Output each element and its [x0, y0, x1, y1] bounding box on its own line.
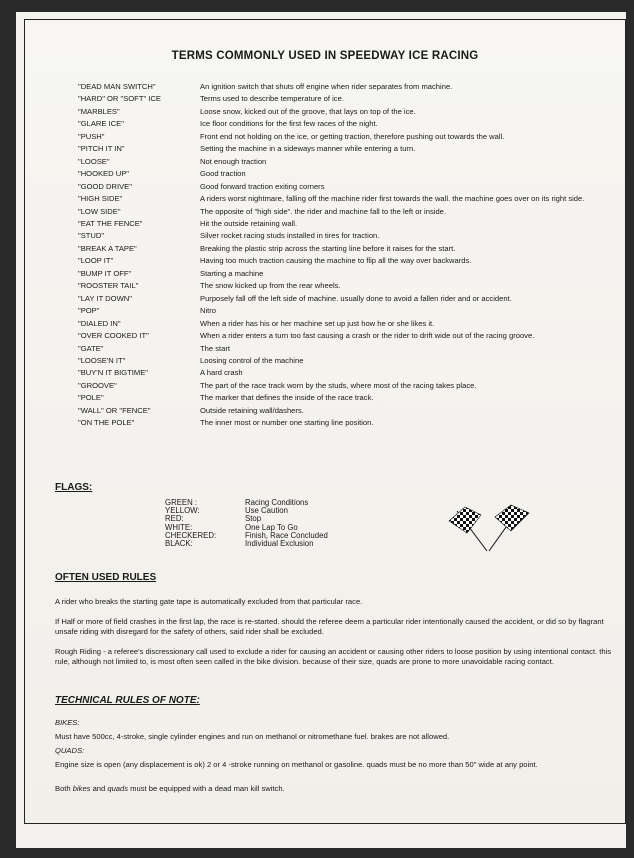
- term-definition: When a rider enters a turn too fast causing a crash or the rider to drift wide out of the racing groove.: [200, 331, 535, 341]
- term-name: "GOOD DRIVE": [78, 181, 132, 191]
- term-definition: Not enough traction: [200, 156, 267, 166]
- term-name: "PUSH": [78, 131, 105, 141]
- flag-row: [165, 540, 328, 548]
- page-title: TERMS COMMONLY USED IN SPEEDWAY ICE RACING: [171, 50, 479, 62]
- term-name: "BUMP IT OFF": [78, 268, 132, 278]
- term-definition: The marker that defines the inside of the race track.: [200, 393, 374, 403]
- term-definition: The start: [200, 343, 230, 353]
- flag-meaning: Finish, Race Concluded: [245, 530, 328, 540]
- flag-color: CHECKERED:: [165, 530, 217, 540]
- term-row: [78, 169, 608, 179]
- rule-paragraph: If Half or more of field crashes in the first lap, the race is re-started. should the referee deem a particular rider intentionally caused the accident, or did so by flagrant unsafe riding with disregard for the safety of others, said rider shall be excluded.: [55, 617, 604, 636]
- term-row: [78, 194, 608, 204]
- term-definition: When a rider has his or her machine set up just how he or she likes it.: [200, 318, 435, 328]
- term-row: [78, 269, 608, 279]
- term-definition: Having too much traction causing the machine to flip all the way over backwards.: [200, 256, 472, 266]
- term-name: "DIALED IN": [78, 318, 121, 328]
- flag-color: YELLOW:: [165, 506, 200, 516]
- term-row: [78, 368, 608, 378]
- flag-meaning: Individual Exclusion: [245, 539, 314, 549]
- term-name: "HOOKED UP": [78, 169, 129, 179]
- term-name: "DEAD MAN SWITCH": [78, 82, 156, 91]
- term-definition: Silver rocket racing studs installed in tires for traction.: [200, 231, 380, 241]
- flag-meaning: Use Caution: [245, 506, 288, 516]
- term-row: [78, 393, 608, 403]
- both-pre: Both: [55, 784, 73, 793]
- term-name: "HARD" OR "SOFT" ICE: [78, 94, 161, 104]
- bikes-text: Must have 500cc, 4-stroke, single cylinder engines and run on methanol or nitromethane fuel. brakes are not allowed.: [55, 732, 450, 741]
- term-row: [78, 319, 608, 329]
- term-definition: A hard crash: [200, 368, 243, 378]
- term-row: [78, 144, 608, 154]
- rules-heading: OFTEN USED RULES: [55, 572, 157, 583]
- flags-table: [165, 499, 328, 548]
- term-row: [78, 294, 608, 304]
- term-name: "LAY IT DOWN": [78, 293, 132, 303]
- rule-paragraph: A rider who breaks the starting gate tape is automatically excluded from that particular race.: [55, 597, 363, 606]
- both-post: must be equipped with a dead man kill switch.: [128, 784, 285, 793]
- term-definition: Good traction: [200, 169, 246, 179]
- term-row: [78, 82, 608, 92]
- flag-color: GREEN :: [165, 498, 198, 507]
- flag-meaning: One Lap To Go: [245, 522, 298, 532]
- term-name: "POLE": [78, 393, 104, 403]
- both-and: and: [90, 784, 108, 793]
- term-row: [78, 356, 608, 366]
- term-name: "WALL" OR "FENCE": [78, 405, 151, 415]
- term-name: "GROOVE": [78, 380, 117, 390]
- flag-meaning: Stop: [245, 514, 262, 524]
- term-definition: A riders worst nightmare, falling off the machine rider first towards the wall. the machine goes over on its right side.: [200, 194, 585, 204]
- term-definition: Terms used to describe temperature of ice.: [200, 94, 344, 104]
- term-name: "LOOSE'N IT": [78, 355, 126, 365]
- term-definition: The part of the race track worn by the studs, where most of the racing takes place.: [200, 380, 477, 390]
- term-name: "BREAK A TAPE": [78, 243, 137, 253]
- flag-color: WHITE:: [165, 522, 193, 532]
- rule-paragraph: Rough Riding - a referee's discressionary call used to exclude a rider for causing an accident or causing other riders to loose position by using intentional contact. this rule, although not limited to, is most often seen called in the bike division. because of their size, quads are prone to more unavoidable racing contact.: [55, 647, 612, 666]
- term-definition: Purposely fall off the left side of machine. usually done to avoid a fallen rider and or accident.: [200, 293, 512, 303]
- term-definition: Front end not holding on the ice, or getting traction, therefore pushing out towards the wall.: [200, 131, 505, 141]
- terms-list: [78, 82, 608, 431]
- quads-text: Engine size is open (any displacement is ok) 2 or 4 -stroke running on methanol or gasoline. quads must be no more than 50" wide at any point.: [55, 760, 538, 769]
- quads-label: QUADS:: [55, 746, 85, 755]
- term-row: [78, 406, 608, 416]
- term-definition: Setting the machine in a sideways manner while entering a turn.: [200, 144, 416, 154]
- term-definition: Hit the outside retaining wall.: [200, 218, 298, 228]
- term-row: [78, 231, 608, 241]
- term-name: "GLARE ICE": [78, 119, 124, 129]
- term-row: [78, 219, 608, 229]
- term-name: "LOOP IT": [78, 256, 114, 266]
- term-name: "ROOSTER TAIL": [78, 281, 139, 291]
- term-name: "STUD": [78, 231, 105, 241]
- term-row: [78, 119, 608, 129]
- term-name: "GATE": [78, 343, 104, 353]
- term-row: [78, 256, 608, 266]
- term-name: "PITCH IT IN": [78, 144, 125, 154]
- document-sheet: [16, 12, 626, 848]
- term-row: [78, 107, 608, 117]
- term-row: [78, 157, 608, 167]
- term-definition: The opposite of "high side". the rider and machine fall to the left or inside.: [200, 206, 447, 216]
- flags-heading: FLAGS:: [55, 482, 93, 493]
- term-definition: Nitro: [200, 306, 217, 316]
- page-frame: [24, 19, 626, 824]
- term-row: [78, 244, 608, 254]
- flag-color: RED:: [165, 514, 184, 524]
- term-definition: Breaking the plastic strip across the starting line before it raises for the start.: [200, 243, 456, 253]
- term-definition: Good forward traction exiting corners: [200, 181, 325, 191]
- technical-heading: TECHNICAL RULES OF NOTE:: [55, 695, 200, 706]
- term-name: "POP": [78, 306, 100, 316]
- kill-switch-note: [55, 784, 620, 794]
- term-row: [78, 207, 608, 217]
- term-definition: Ice floor conditions for the first few races of the night.: [200, 119, 378, 129]
- bikes-label: BIKES:: [55, 718, 80, 727]
- term-definition: An ignition switch that shuts off engine when rider separates from machine.: [200, 82, 453, 91]
- term-definition: Loose snow, kicked out of the groove, that lays on top of the ice.: [200, 106, 416, 116]
- both-quads: quads: [107, 784, 129, 793]
- term-definition: The inner most or number one starting line position.: [200, 418, 374, 428]
- term-name: "ON THE POLE": [78, 418, 135, 428]
- term-name: "MARBLES": [78, 106, 120, 116]
- term-definition: Starting a machine: [200, 268, 264, 278]
- both-bikes: bikes: [72, 784, 91, 793]
- term-row: [78, 418, 608, 428]
- term-definition: Outside retaining wall/dashers.: [200, 405, 304, 415]
- term-name: "HIGH SIDE": [78, 194, 123, 204]
- term-definition: The snow kicked up from the rear wheels.: [200, 281, 341, 291]
- flag-color: BLACK:: [165, 539, 193, 549]
- term-name: "LOOSE": [78, 156, 110, 166]
- checkered-flags-icon: [445, 503, 531, 555]
- term-row: [78, 281, 608, 291]
- term-name: "BUY'N IT BIGTIME": [78, 368, 148, 378]
- term-row: [78, 306, 608, 316]
- term-name: "EAT THE FENCE": [78, 218, 143, 228]
- term-row: [78, 182, 608, 192]
- term-row: [78, 331, 608, 341]
- term-row: [78, 94, 608, 104]
- term-name: "OVER COOKED IT": [78, 331, 149, 341]
- term-definition: Loosing control of the machine: [200, 355, 304, 365]
- term-row: [78, 132, 608, 142]
- flag-meaning: Racing Conditions: [245, 498, 309, 507]
- term-row: [78, 381, 608, 391]
- term-row: [78, 344, 608, 354]
- term-name: "LOW SIDE": [78, 206, 121, 216]
